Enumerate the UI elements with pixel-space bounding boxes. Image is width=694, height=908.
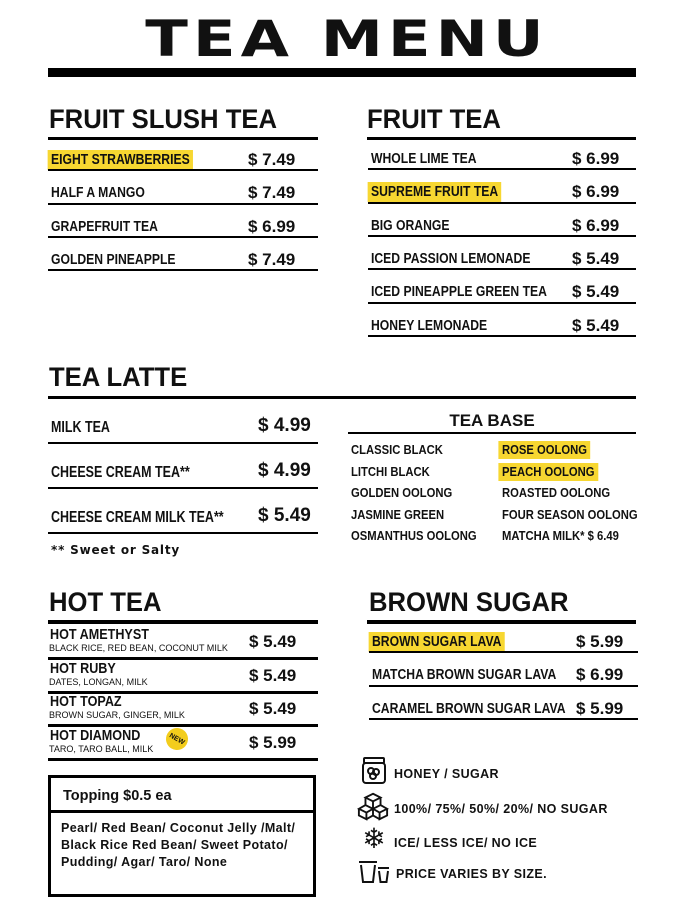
item-label: BROWN SUGAR LAVA [369,632,505,652]
item-price: $ 6.99 [248,216,296,236]
item-price: $ 7.49 [248,183,296,203]
menu-item-name: HOT AMETHYST [50,626,149,643]
option-text: PRICE VARIES BY SIZE. [396,867,548,881]
menu-item-name [51,253,176,268]
option-text: 100%/ 75%/ 50%/ 20%/ NO SUGAR [394,802,608,816]
item-price: $ 5.99 [576,632,624,651]
item-price: $ 6.99 [572,182,620,202]
menu-item-name [372,702,566,717]
divider [367,620,636,624]
divider [48,532,318,534]
divider [369,685,638,687]
divider [48,269,318,271]
menu-item-name: HOT DIAMOND [50,726,141,744]
menu-item-name [371,252,530,267]
divider [369,718,638,720]
fruit-slush-heading: FRUIT SLUSH TEA [49,104,277,134]
topping-box [48,775,316,897]
menu-item-name: CHEESE CREAM MILK TEA** [51,509,224,526]
tea-base-item [502,466,598,479]
item-label: GOLDEN PINEAPPLE [51,251,176,268]
divider [368,335,636,337]
item-price: $ 5.49 [249,632,297,651]
new-badge: NEW [162,723,192,753]
divider [48,169,318,171]
option-text: ICE/ LESS ICE/ NO ICE [394,836,538,850]
tea-base-item: JASMINE GREEN [351,507,445,522]
menu-item-name [371,152,477,167]
tea-base-item: CLASSIC BLACK [351,443,443,457]
item-description: BROWN SUGAR, GINGER, MILK [49,710,185,721]
item-label: MATCHA BROWN SUGAR LAVA [372,667,557,684]
menu-item-name [372,668,556,683]
item-label: ICED PASSION LEMONADE [371,250,531,267]
menu-item-name: HOT TOPAZ [50,693,122,710]
item-description: DATES, LONGAN, MILK [49,676,148,688]
topping-line: Pearl/ Red Bean/ Coconut Jelly /Malt/ [61,821,296,835]
tea-base-item [502,444,591,457]
item-price: $ 5.99 [249,732,297,752]
tea-base-item: GOLDEN OOLONG [351,486,453,500]
item-label: HALF A MANGO [51,185,145,202]
menu-item-name [371,185,502,200]
item-description: TARO, TARO BALL, MILK [49,743,154,755]
item-price: $ 5.49 [249,699,297,718]
divider [48,396,636,399]
divider [368,235,636,237]
divider [368,268,636,270]
divider [48,758,318,761]
tea-base-item: LITCHI BLACK [351,464,430,479]
item-price: $ 6.99 [572,215,620,235]
tea-base-label: ROSE OOLONG [498,441,590,459]
divider [48,203,318,205]
snowflake-icon: ❄ [362,823,386,854]
item-price: $ 6.99 [576,665,624,685]
divider [48,236,318,238]
item-label: CARAMEL BROWN SUGAR LAVA [372,700,566,717]
menu-item-name [51,186,145,201]
topping-heading: Topping $0.5 ea [51,778,313,813]
menu-item-name: CHEESE CREAM TEA** [51,464,190,481]
item-price: $ 4.99 [258,460,311,481]
sugar-cubes-icon [357,792,389,820]
item-label: WHOLE LIME TEA [371,151,477,167]
divider [348,432,636,434]
item-price: $ 4.99 [258,415,311,436]
topping-line: Pudding/ Agar/ Taro/ None [61,855,228,869]
title-divider [48,68,636,77]
latte-note: ** Sweet or Salty [51,543,181,557]
cup-sizes-icon [358,858,390,886]
tea-base-item [502,530,619,543]
item-label: SUPREME FRUIT TEA [368,182,502,202]
menu-item-name: HOT RUBY [50,659,116,677]
item-price: $ 5.49 [572,315,620,335]
divider [368,202,636,204]
item-price: $ 6.99 [572,149,620,168]
divider [369,651,638,653]
item-price: $ 7.49 [248,249,296,269]
menu-item-name [371,319,487,334]
tea-base-label: FOUR SEASON OOLONG [502,507,638,522]
item-price: $ 5.49 [249,665,297,685]
tea-latte-heading: TEA LATTE [49,362,188,392]
menu-item-name [51,220,158,235]
divider [48,620,318,624]
item-label: GRAPEFRUIT TEA [51,218,158,235]
brown-sugar-heading: BROWN SUGAR [369,587,569,617]
tea-base-label: MATCHA MILK* $ 6.49 [502,529,619,543]
menu-item-name [51,153,193,168]
tea-base-heading: TEA BASE [449,411,535,430]
item-label: BIG ORANGE [371,217,450,234]
item-description: BLACK RICE, RED BEAN, COCONUT MILK [49,643,228,654]
divider [367,137,636,140]
divider [368,302,636,304]
menu-title: TEA MENU [145,10,549,68]
menu-item-name [371,219,450,234]
hot-tea-heading: HOT TEA [49,587,162,617]
fruit-tea-heading: FRUIT TEA [367,104,501,134]
item-label: ICED PINEAPPLE GREEN TEA [371,284,547,301]
topping-line: Black Rice Red Bean/ Sweet Potato/ [61,838,288,852]
menu-item-name [371,285,547,300]
menu-item-name [372,635,505,650]
divider [48,137,318,140]
divider [48,442,318,444]
item-price: $ 5.99 [576,698,624,718]
divider [48,487,318,489]
item-price: $ 5.49 [572,248,620,268]
tea-base-item [502,487,610,500]
tea-base-item [502,509,638,522]
option-text: HONEY / SUGAR [394,767,499,781]
tea-base-item: OSMANTHUS OOLONG [351,529,477,543]
item-price: $ 7.49 [248,150,296,169]
item-price: $ 5.49 [572,282,620,302]
honey-jar-icon [358,757,390,785]
tea-base-label: PEACH OOLONG [498,463,598,481]
item-label: EIGHT STRAWBERRIES [48,150,193,170]
menu-item-name: MILK TEA [51,419,110,436]
tea-base-label: ROASTED OOLONG [502,486,611,500]
divider [368,168,636,170]
item-label: HONEY LEMONADE [371,317,488,334]
item-price: $ 5.49 [258,505,311,526]
